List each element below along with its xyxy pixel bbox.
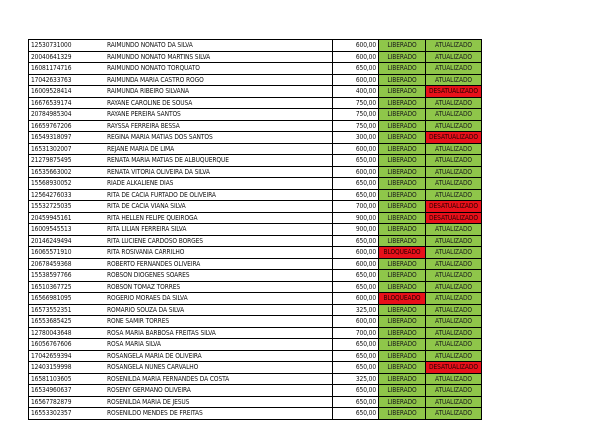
name-cell[interactable]: ROGERIO MORAES DA SILVA: [105, 293, 333, 305]
update-cell[interactable]: ATUALIZADO: [426, 235, 482, 247]
table-row: [29, 281, 482, 293]
id-cell[interactable]: 17042633763: [29, 74, 106, 86]
id-cell[interactable]: 16567782879: [29, 396, 106, 408]
value-cell[interactable]: 650,00: [333, 189, 379, 201]
name-cell[interactable]: REJANE MARIA DE LIMA: [105, 143, 333, 155]
id-cell[interactable]: 15568930052: [29, 178, 106, 190]
status-cell[interactable]: LIBERADO: [379, 155, 426, 167]
table-row: [29, 97, 482, 109]
status-cell[interactable]: LIBERADO: [379, 166, 426, 178]
table-row: [29, 373, 482, 385]
value-cell[interactable]: 600,00: [333, 51, 379, 63]
status-cell[interactable]: LIBERADO: [379, 304, 426, 316]
value-cell[interactable]: 700,00: [333, 201, 379, 213]
update-cell[interactable]: ATUALIZADO: [426, 396, 482, 408]
id-cell[interactable]: 16531302007: [29, 143, 106, 155]
value-cell[interactable]: 650,00: [333, 385, 379, 397]
status-cell[interactable]: LIBERADO: [379, 270, 426, 282]
value-cell[interactable]: 600,00: [333, 293, 379, 305]
name-cell[interactable]: ROSA MARIA SILVA: [105, 339, 333, 351]
table-row: [29, 385, 482, 397]
value-cell[interactable]: 650,00: [333, 235, 379, 247]
name-cell[interactable]: ROSENILDA MARIA DE JESUS: [105, 396, 333, 408]
id-cell[interactable]: 16573552351: [29, 304, 106, 316]
value-cell[interactable]: 600,00: [333, 247, 379, 259]
value-cell[interactable]: 900,00: [333, 224, 379, 236]
name-cell[interactable]: ROBSON DIOGENES SOARES: [105, 270, 333, 282]
update-cell[interactable]: ATUALIZADO: [426, 258, 482, 270]
id-cell[interactable]: 16535663002: [29, 166, 106, 178]
table-row: [29, 235, 482, 247]
value-cell[interactable]: 750,00: [333, 109, 379, 121]
update-cell[interactable]: DESATUALIZADO: [426, 86, 482, 98]
id-cell[interactable]: 16549318097: [29, 132, 106, 144]
value-cell[interactable]: 650,00: [333, 339, 379, 351]
table-row: [29, 327, 482, 339]
status-cell[interactable]: LIBERADO: [379, 396, 426, 408]
update-cell[interactable]: ATUALIZADO: [426, 304, 482, 316]
spreadsheet-table: [28, 39, 482, 420]
status-cell[interactable]: LIBERADO: [379, 74, 426, 86]
id-cell[interactable]: 16009528414: [29, 86, 106, 98]
update-cell[interactable]: ATUALIZADO: [426, 327, 482, 339]
status-cell[interactable]: LIBERADO: [379, 51, 426, 63]
table-row: [29, 212, 482, 224]
name-cell[interactable]: RENATA MARIA MATIAS DE ALBUQUERQUE: [105, 155, 333, 167]
id-cell[interactable]: 16553302357: [29, 408, 106, 420]
value-cell[interactable]: 600,00: [333, 258, 379, 270]
table-row: [29, 258, 482, 270]
value-cell[interactable]: 650,00: [333, 178, 379, 190]
name-cell[interactable]: RONE SAMIR TORRES: [105, 316, 333, 328]
status-cell[interactable]: LIBERADO: [379, 327, 426, 339]
value-cell[interactable]: 750,00: [333, 97, 379, 109]
update-cell[interactable]: ATUALIZADO: [426, 40, 482, 52]
id-cell[interactable]: 20784985304: [29, 109, 106, 121]
value-cell[interactable]: 300,00: [333, 132, 379, 144]
table-row: [29, 40, 482, 52]
id-cell[interactable]: 15538597766: [29, 270, 106, 282]
value-cell[interactable]: 650,00: [333, 281, 379, 293]
update-cell[interactable]: ATUALIZADO: [426, 408, 482, 420]
status-cell[interactable]: LIBERADO: [379, 40, 426, 52]
status-cell[interactable]: LIBERADO: [379, 132, 426, 144]
update-cell[interactable]: ATUALIZADO: [426, 109, 482, 121]
update-cell[interactable]: ATUALIZADO: [426, 143, 482, 155]
update-cell[interactable]: DESATUALIZADO: [426, 212, 482, 224]
id-cell[interactable]: 15532725035: [29, 201, 106, 213]
status-cell[interactable]: LIBERADO: [379, 408, 426, 420]
status-cell[interactable]: LIBERADO: [379, 97, 426, 109]
name-cell[interactable]: ROMARIO SOUZA DA SILVA: [105, 304, 333, 316]
name-cell[interactable]: ROBERTO FERNANDES OLIVEIRA: [105, 258, 333, 270]
id-cell[interactable]: 16553685425: [29, 316, 106, 328]
id-cell[interactable]: 20146249494: [29, 235, 106, 247]
value-cell[interactable]: 650,00: [333, 270, 379, 282]
value-cell[interactable]: 650,00: [333, 362, 379, 374]
table-row: [29, 132, 482, 144]
table-row: [29, 396, 482, 408]
update-cell[interactable]: ATUALIZADO: [426, 247, 482, 259]
value-cell[interactable]: 400,00: [333, 86, 379, 98]
status-cell[interactable]: LIBERADO: [379, 178, 426, 190]
update-cell[interactable]: ATUALIZADO: [426, 97, 482, 109]
name-cell[interactable]: ROSANGELA NUNES CARVALHO: [105, 362, 333, 374]
update-cell[interactable]: ATUALIZADO: [426, 385, 482, 397]
id-cell[interactable]: 12564276033: [29, 189, 106, 201]
update-cell[interactable]: ATUALIZADO: [426, 155, 482, 167]
name-cell[interactable]: ROSENILDO MENDES DE FREITAS: [105, 408, 333, 420]
status-cell[interactable]: LIBERADO: [379, 350, 426, 362]
table-row: [29, 51, 482, 63]
update-cell[interactable]: ATUALIZADO: [426, 293, 482, 305]
status-cell[interactable]: LIBERADO: [379, 258, 426, 270]
table-row: [29, 143, 482, 155]
id-cell[interactable]: 20459945161: [29, 212, 106, 224]
name-cell[interactable]: RIADE ALKALIENE DIAS: [105, 178, 333, 190]
table-row: [29, 201, 482, 213]
name-cell[interactable]: RAYSSA FERREIRA BESSA: [105, 120, 333, 132]
update-cell[interactable]: ATUALIZADO: [426, 178, 482, 190]
name-cell[interactable]: RITA LUCIENE CARDOSO BORGES: [105, 235, 333, 247]
status-cell[interactable]: LIBERADO: [379, 373, 426, 385]
name-cell[interactable]: ROSENILDA MARIA FERNANDES DA COSTA: [105, 373, 333, 385]
table-row: [29, 304, 482, 316]
value-cell[interactable]: 900,00: [333, 212, 379, 224]
name-cell[interactable]: RITA DE CACIA FURTADO DE OLIVEIRA: [105, 189, 333, 201]
name-cell[interactable]: RAIMUNDO NONATO TORQUATO: [105, 63, 333, 75]
name-cell[interactable]: ROBSON TOMAZ TORRES: [105, 281, 333, 293]
id-cell[interactable]: 16081174716: [29, 63, 106, 75]
name-cell[interactable]: ROSENY GERMANO OLIVEIRA: [105, 385, 333, 397]
name-cell[interactable]: RAYANE PEREIRA SANTOS: [105, 109, 333, 121]
status-cell[interactable]: LIBERADO: [379, 63, 426, 75]
id-cell[interactable]: 20040641329: [29, 51, 106, 63]
value-cell[interactable]: 600,00: [333, 40, 379, 52]
name-cell[interactable]: ROSANGELA MARIA DE OLIVEIRA: [105, 350, 333, 362]
id-cell[interactable]: 16676539174: [29, 97, 106, 109]
id-cell[interactable]: 12780043648: [29, 327, 106, 339]
name-cell[interactable]: RAYANE CAROLINE DE SOUSA: [105, 97, 333, 109]
id-cell[interactable]: 16581103605: [29, 373, 106, 385]
status-cell[interactable]: LIBERADO: [379, 385, 426, 397]
name-cell[interactable]: RITA ROSIVANIA CARRILHO: [105, 247, 333, 259]
table-row: [29, 63, 482, 75]
value-cell[interactable]: 600,00: [333, 143, 379, 155]
status-cell[interactable]: LIBERADO: [379, 339, 426, 351]
update-cell[interactable]: ATUALIZADO: [426, 339, 482, 351]
value-cell[interactable]: 600,00: [333, 74, 379, 86]
id-cell[interactable]: 16065571910: [29, 247, 106, 259]
status-cell[interactable]: LIBERADO: [379, 316, 426, 328]
status-cell[interactable]: LIBERADO: [379, 281, 426, 293]
update-cell[interactable]: ATUALIZADO: [426, 120, 482, 132]
name-cell[interactable]: RAIMUNDO NONATO MARTINS SILVA: [105, 51, 333, 63]
value-cell[interactable]: 325,00: [333, 304, 379, 316]
name-cell[interactable]: REGINA MARIA MATIAS DOS SANTOS: [105, 132, 333, 144]
value-cell[interactable]: 750,00: [333, 120, 379, 132]
id-cell[interactable]: 16534960637: [29, 385, 106, 397]
table-row: [29, 247, 482, 259]
id-cell[interactable]: 16566981095: [29, 293, 106, 305]
id-cell[interactable]: 12530731000: [29, 40, 106, 52]
update-cell[interactable]: DESATUALIZADO: [426, 362, 482, 374]
status-cell[interactable]: LIBERADO: [379, 224, 426, 236]
table-row: [29, 316, 482, 328]
status-cell[interactable]: BLOQUEADO: [379, 293, 426, 305]
status-cell[interactable]: LIBERADO: [379, 109, 426, 121]
table-row: [29, 270, 482, 282]
update-cell[interactable]: ATUALIZADO: [426, 270, 482, 282]
id-cell[interactable]: 16659767206: [29, 120, 106, 132]
table-body: [29, 40, 482, 420]
status-cell[interactable]: LIBERADO: [379, 143, 426, 155]
update-cell[interactable]: DESATUALIZADO: [426, 132, 482, 144]
table-row: [29, 350, 482, 362]
table-row: [29, 339, 482, 351]
table-row: [29, 224, 482, 236]
name-cell[interactable]: RAIMUNDO NONATO DA SILVA: [105, 40, 333, 52]
value-cell[interactable]: 650,00: [333, 396, 379, 408]
update-cell[interactable]: ATUALIZADO: [426, 63, 482, 75]
table-row: [29, 120, 482, 132]
id-cell[interactable]: 17042659394: [29, 350, 106, 362]
update-cell[interactable]: ATUALIZADO: [426, 224, 482, 236]
update-cell[interactable]: ATUALIZADO: [426, 350, 482, 362]
id-cell[interactable]: 16056767606: [29, 339, 106, 351]
name-cell[interactable]: ROSA MARIA BARBOSA FREITAS SILVA: [105, 327, 333, 339]
id-cell[interactable]: 20678459368: [29, 258, 106, 270]
table-row: [29, 155, 482, 167]
status-cell[interactable]: BLOQUEADO: [379, 247, 426, 259]
name-cell[interactable]: RAIMUNDA MARIA CASTRO ROGO: [105, 74, 333, 86]
name-cell[interactable]: RENATA VITORIA OLIVEIRA DA SILVA: [105, 166, 333, 178]
value-cell[interactable]: 600,00: [333, 166, 379, 178]
update-cell[interactable]: ATUALIZADO: [426, 74, 482, 86]
update-cell[interactable]: ATUALIZADO: [426, 373, 482, 385]
table-row: [29, 86, 482, 98]
id-cell[interactable]: 21279875495: [29, 155, 106, 167]
value-cell[interactable]: 600,00: [333, 316, 379, 328]
value-cell[interactable]: 650,00: [333, 63, 379, 75]
name-cell[interactable]: RITA LILIAN FERREIRA SILVA: [105, 224, 333, 236]
status-cell[interactable]: LIBERADO: [379, 86, 426, 98]
status-cell[interactable]: LIBERADO: [379, 362, 426, 374]
id-cell[interactable]: 12403159998: [29, 362, 106, 374]
table-row: [29, 109, 482, 121]
value-cell[interactable]: 650,00: [333, 408, 379, 420]
update-cell[interactable]: ATUALIZADO: [426, 51, 482, 63]
status-cell[interactable]: LIBERADO: [379, 120, 426, 132]
table-row: [29, 408, 482, 420]
update-cell[interactable]: ATUALIZADO: [426, 189, 482, 201]
table-row: [29, 189, 482, 201]
update-cell[interactable]: ATUALIZADO: [426, 316, 482, 328]
value-cell[interactable]: 650,00: [333, 155, 379, 167]
status-cell[interactable]: LIBERADO: [379, 201, 426, 213]
value-cell[interactable]: 700,00: [333, 327, 379, 339]
table-row: [29, 362, 482, 374]
status-cell[interactable]: LIBERADO: [379, 189, 426, 201]
table-row: [29, 166, 482, 178]
status-cell[interactable]: LIBERADO: [379, 235, 426, 247]
id-cell[interactable]: 16009545513: [29, 224, 106, 236]
value-cell[interactable]: 325,00: [333, 373, 379, 385]
update-cell[interactable]: DESATUALIZADO: [426, 201, 482, 213]
name-cell[interactable]: RITA DE CACIA VIANA SILVA: [105, 201, 333, 213]
name-cell[interactable]: RITA HELLEN FELIPE QUEIROGA: [105, 212, 333, 224]
id-cell[interactable]: 16510367725: [29, 281, 106, 293]
value-cell[interactable]: 650,00: [333, 350, 379, 362]
table-row: [29, 74, 482, 86]
status-cell[interactable]: LIBERADO: [379, 212, 426, 224]
name-cell[interactable]: RAIMUNDA RIBEIRO SILVANA: [105, 86, 333, 98]
table-row: [29, 178, 482, 190]
update-cell[interactable]: ATUALIZADO: [426, 281, 482, 293]
table-row: [29, 293, 482, 305]
update-cell[interactable]: ATUALIZADO: [426, 166, 482, 178]
